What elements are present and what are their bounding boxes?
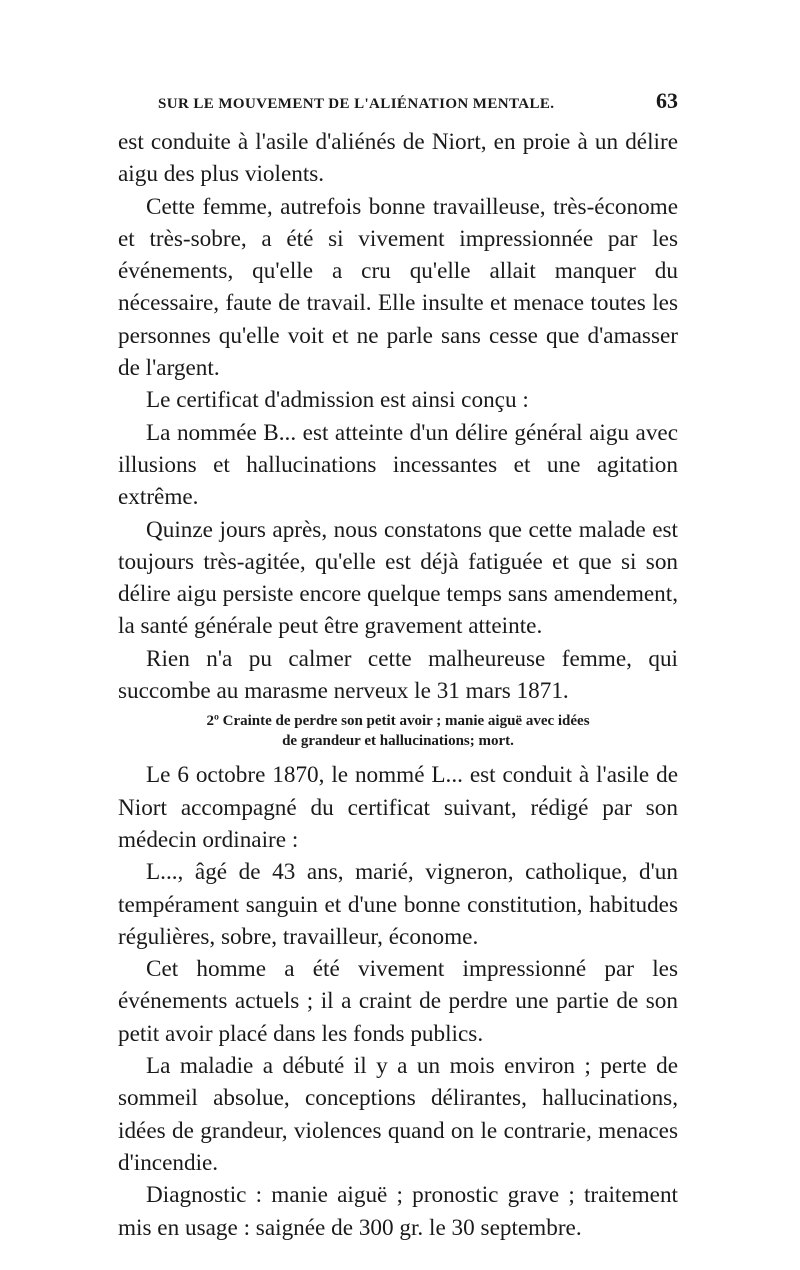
running-title: SUR LE MOUVEMENT DE L'ALIÉNATION MENTALE. xyxy=(158,96,555,112)
book-page xyxy=(118,88,678,1244)
paragraph: La nommée B... est atteinte d'un délire général aigu avec illusions et hallucinations incessantes et une agitation extrême. xyxy=(118,419,678,511)
paragraph: La maladie a débuté il y a un mois environ ; perte de sommeil absolue, conceptions délirantes, hallucinations, idées de grandeur, violences quand on le contrarie, menaces d'incendie. xyxy=(118,1053,678,1176)
paragraph: est conduite à l'asile d'aliénés de Niort, en proie à un délire aigu des plus violents. xyxy=(118,129,678,188)
section-heading-line: de grandeur et hallucinations; mort. xyxy=(282,733,514,750)
paragraph: L..., âgé de 43 ans, marié, vigneron, catholique, d'un tempérament sanguin et d'une bonne constitution, habitudes régulières, sobre, travailleur, économe. xyxy=(118,859,678,950)
paragraph: Le 6 octobre 1870, le nommé L... est conduit à l'asile de Niort accompagné du certificat suivant, rédigé par son médecin ordinaire : xyxy=(118,762,678,853)
body-text xyxy=(118,126,678,1244)
running-head xyxy=(158,88,678,120)
page-number: 63 xyxy=(656,88,678,113)
section-heading-line: 2º Crainte de perdre son petit avoir ; manie aiguë avec idées xyxy=(206,713,590,730)
section-heading xyxy=(118,711,678,751)
paragraph: Quinze jours après, nous constatons que cette malade est toujours très-agitée, qu'elle est déjà fatiguée et que si son délire aigu persiste encore quelque temps sans amendement, la santé générale peut être gravement atteinte. xyxy=(118,516,678,640)
paragraph: Diagnostic : manie aiguë ; pronostic grave ; traitement mis en usage : saignée de 300 gr. le 30 septembre. xyxy=(118,1182,678,1241)
paragraph: Cet homme a été vivement impressionné par les événements actuels ; il a craint de perdre une partie de son petit avoir placé dans les fonds publics. xyxy=(118,956,678,1047)
paragraph: Rien n'a pu calmer cette malheureuse femme, qui succombe au marasme nerveux le 31 mars 1871. xyxy=(118,645,678,705)
paragraph: Le certificat d'admission est ainsi conçu : xyxy=(146,387,529,414)
paragraph: Cette femme, autrefois bonne travailleuse, très-économe et très-sobre, a été si vivement impressionnée par les événements, qu'elle a cru qu'elle allait manquer du nécessaire, faute de travail. Elle insulte et menace toutes les personnes qu'elle voit et ne parle sans cesse que d'amasser de l'argent. xyxy=(118,193,678,382)
